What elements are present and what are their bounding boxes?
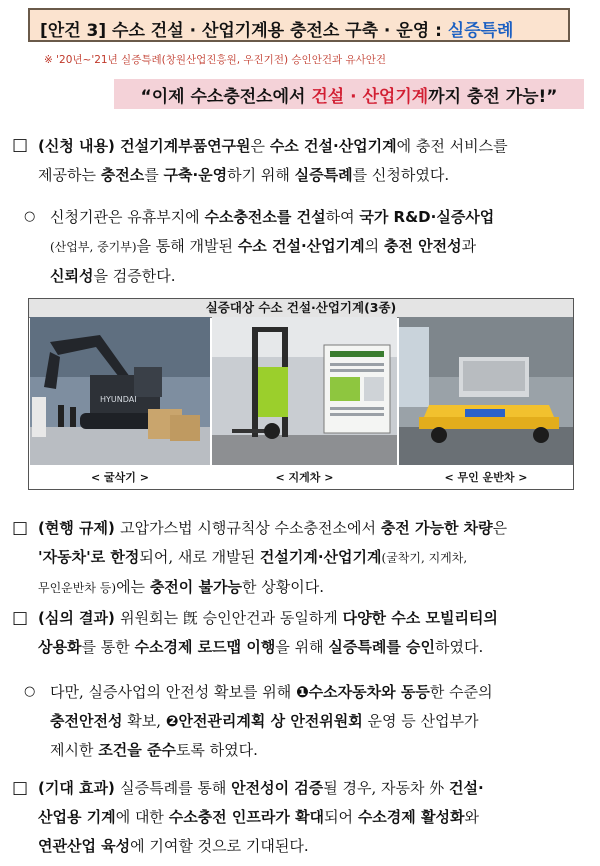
section-application-detail: 신청기관은 유휴부지에 수소충전소를 건설하여 국가 R&D·실증사업 (산업부, 중기부)을 통해 개발된 수소 건설·산업기계의 충전 안전성과 신뢰성을 검증한다. — [50, 208, 495, 285]
section-decision-conditions: 다만, 실증사업의 안전성 확보를 위해 ❶수소자동차와 동등한 수준의 충전안전성 확보, ❷안전관리계획 상 안전위원회 운영 등 산업부가 제시한 조건을 준수토록 하였다. — [50, 683, 493, 759]
reference-note: ※ '20년~'21년 실증특례(창원산업진흥원, 우진기전) 승인안건과 유사안건 — [44, 54, 387, 66]
section-bullet: □ — [12, 778, 29, 798]
title-highlight: 실증특례 — [447, 21, 514, 41]
excavator-brand-label: HYUNDAI — [100, 395, 137, 404]
photo-panel — [28, 298, 574, 490]
section-bullet: □ — [12, 608, 29, 628]
section-regulation: (현행 규제) 고압가스법 시행규칙상 수소충전소에서 충전 가능한 차량은 '자동차'로 한정되어, 새로 개발된 건설기계·산업기계(굴착기, 지게차, 무인운반차 등)에는 충전이 불가능한 상황이다. — [38, 519, 508, 596]
excavator-caption: < 굴삭기 > — [91, 471, 149, 484]
sub-bullet: ○ — [24, 209, 36, 224]
agv-photo — [399, 317, 573, 465]
agv-image — [399, 317, 573, 465]
banner-text-1: “이제 수소충전소에서 — [140, 87, 312, 107]
document-title — [40, 16, 513, 41]
forklift-photo — [212, 317, 397, 465]
section-expected-effect: (기대 효과) 실증특례를 통해 안전성이 검증될 경우, 자동차 外 건설· 산업용 기계에 대한 수소충전 인프라가 확대되어 수소경제 활성화와 연관산업 육성에 기여할 것으로 기대된다. — [38, 779, 484, 855]
section-application: (신청 내용) 건설기계부품연구원은 수소 건설·산업기계에 충전 서비스를 제공하는 충전소를 구축·운영하기 위해 실증특례를 신청하였다. — [38, 137, 508, 184]
forklift-caption: < 지게차 > — [275, 471, 334, 484]
banner-text-3: 까지 충전 가능!” — [428, 87, 558, 107]
forklift-image — [212, 317, 397, 465]
sub-bullet: ○ — [24, 684, 36, 699]
document-title-box — [28, 8, 570, 42]
photo-panel-heading: 실증대상 수소 건설·산업기계(3종) — [29, 299, 573, 318]
excavator-photo — [30, 317, 210, 465]
agv-caption: < 무인 운반차 > — [444, 471, 528, 484]
section-bullet: □ — [12, 135, 29, 155]
banner-text-2: 건설 · 산업기계 — [311, 87, 429, 107]
excavator-image — [30, 317, 210, 465]
headline-banner — [114, 79, 584, 109]
title-prefix: [안건 3] 수소 건설 · 산업기계용 충전소 구축 · 운영 : — [40, 21, 448, 41]
section-decision: (심의 결과) 위원회는 旣 승인안건과 동일하게 다양한 수소 모빌리티의 상용화를 통한 수소경제 로드맵 이행을 위해 실증특례를 승인하였다. — [38, 609, 498, 656]
section-bullet: □ — [12, 518, 29, 538]
